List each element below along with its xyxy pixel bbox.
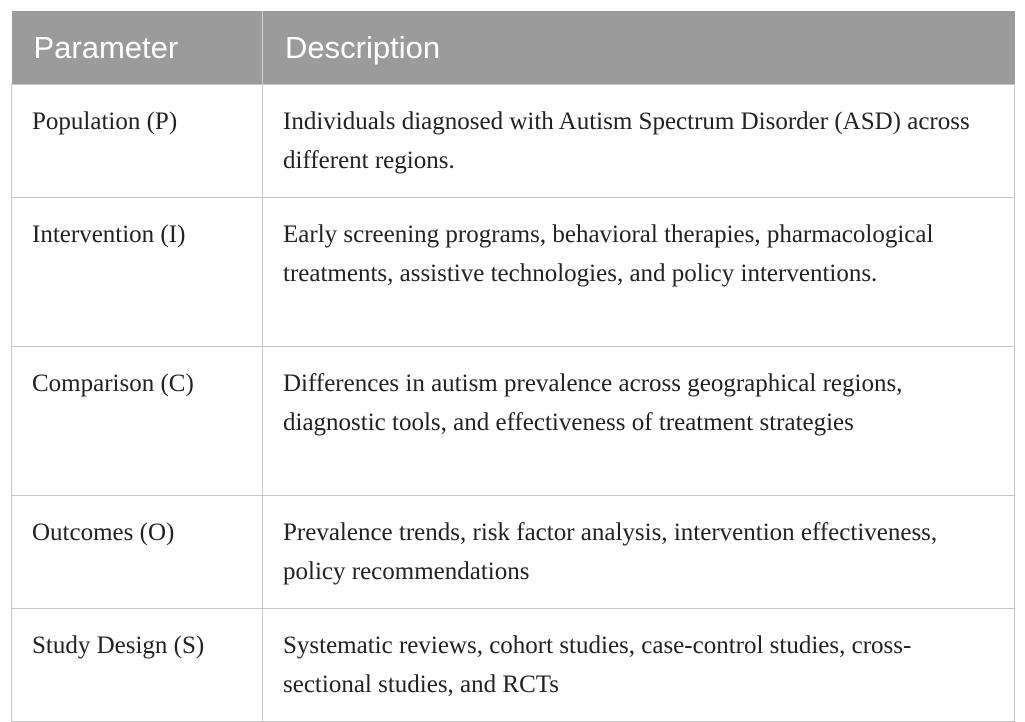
table-body <box>12 85 1015 722</box>
parameter-cell: Study Design (S) <box>12 609 263 722</box>
parameter-cell: Comparison (C) <box>12 347 263 496</box>
description-cell: Early screening programs, behavioral therapies, pharmacological treatments, assistive technologies, and policy interventions. <box>263 198 1015 347</box>
description-cell: Individuals diagnosed with Autism Spectrum Disorder (ASD) across different regions. <box>263 85 1015 198</box>
parameter-cell: Population (P) <box>12 85 263 198</box>
parameter-cell: Intervention (I) <box>12 198 263 347</box>
description-cell: Systematic reviews, cohort studies, case-control studies, cross-sectional studies, and RCTs <box>263 609 1015 722</box>
table-row <box>12 85 1015 198</box>
table-row <box>12 198 1015 347</box>
header-row <box>12 11 1015 85</box>
pico-table <box>11 11 1015 722</box>
description-cell: Prevalence trends, risk factor analysis, intervention effectiveness, policy recommendations <box>263 496 1015 609</box>
table-header <box>12 11 1015 85</box>
parameter-cell: Outcomes (O) <box>12 496 263 609</box>
description-cell: Differences in autism prevalence across geographical regions, diagnostic tools, and effectiveness of treatment strategies <box>263 347 1015 496</box>
pico-table-container <box>11 11 1014 722</box>
header-parameter: Parameter <box>12 11 263 85</box>
table-row <box>12 347 1015 496</box>
table-row <box>12 609 1015 722</box>
table-row <box>12 496 1015 609</box>
header-description: Description <box>263 11 1015 85</box>
